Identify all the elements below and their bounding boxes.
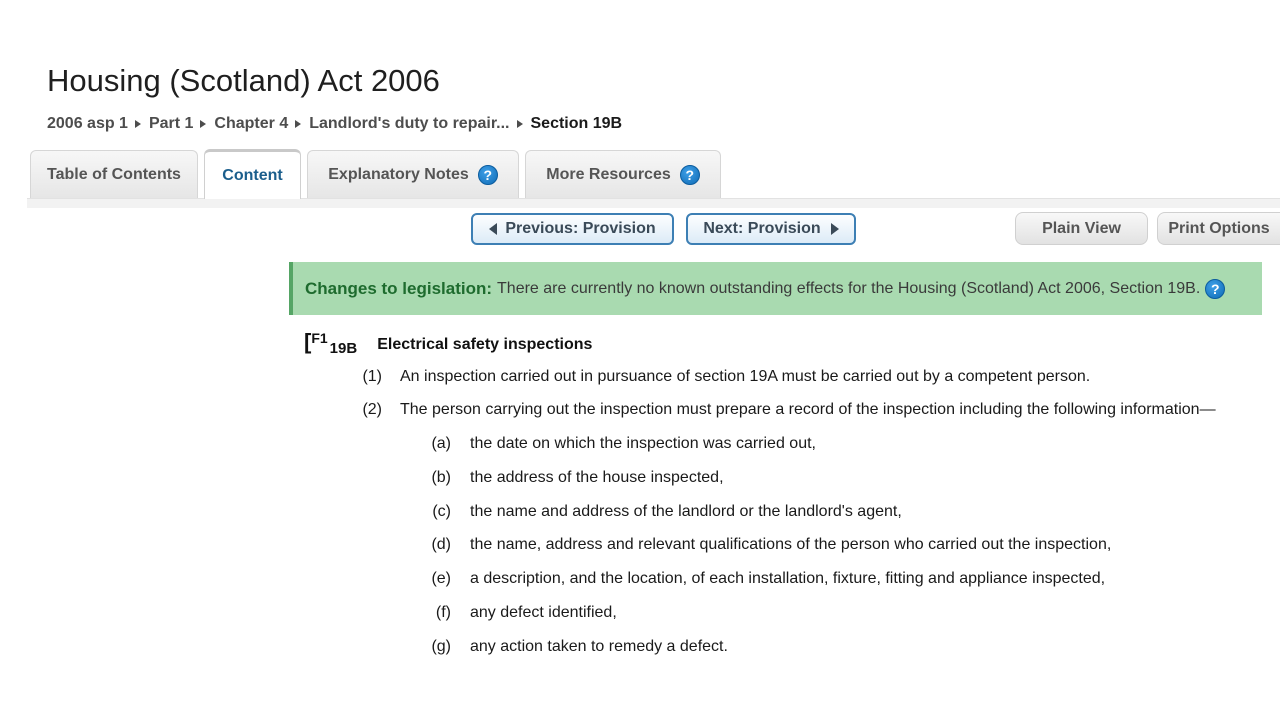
- plain-view-button[interactable]: [1015, 212, 1148, 245]
- button-label: Previous: Provision: [505, 220, 656, 237]
- item-letter: (f): [435, 604, 451, 621]
- item-letter: (d): [431, 536, 451, 553]
- item-letter: (c): [432, 503, 451, 520]
- tab-label: Explanatory Notes: [328, 165, 469, 183]
- subsection-text: An inspection carried out in pursuance of section 19A must be carried out by a competent person.: [400, 368, 1091, 385]
- item-text: the name and address of the landlord or the landlord's agent,: [470, 503, 902, 520]
- arrow-right-icon: [831, 223, 839, 235]
- tab-label: More Resources: [546, 165, 671, 183]
- section-heading: [304, 329, 593, 357]
- breadcrumb-item-asp[interactable]: 2006 asp 1: [47, 115, 128, 132]
- breadcrumb-item-crossheading[interactable]: Landlord's duty to repair...: [309, 115, 510, 132]
- item-text: a description, and the location, of each installation, fixture, fitting and appliance inspected,: [470, 570, 1106, 587]
- button-label: Print Options: [1168, 219, 1270, 237]
- breadcrumb-item-part[interactable]: Part 1: [148, 115, 194, 132]
- subsection-number: (1): [362, 368, 382, 385]
- button-label: Next: Provision: [703, 220, 821, 237]
- tab-label: Table of Contents: [47, 165, 181, 183]
- item-text: any defect identified,: [470, 604, 617, 621]
- previous-provision-button[interactable]: [471, 213, 674, 245]
- breadcrumb-item-chapter[interactable]: Chapter 4: [214, 115, 289, 132]
- tab-explanatory-notes[interactable]: [307, 150, 519, 198]
- breadcrumb-arrow-icon: [295, 120, 301, 128]
- item-letter: (e): [431, 570, 451, 587]
- item-text: the name, address and relevant qualifications of the person who carried out the inspection,: [470, 536, 1112, 553]
- print-options-button[interactable]: [1157, 212, 1280, 245]
- breadcrumb-arrow-icon: [135, 120, 141, 128]
- section-title: Electrical safety inspections: [377, 336, 593, 353]
- breadcrumb-arrow-icon: [517, 120, 523, 128]
- tab-table-of-contents[interactable]: [30, 150, 198, 198]
- subsection-number: (2): [362, 401, 382, 418]
- tab-label: Content: [222, 166, 283, 184]
- changes-label: Changes to legislation:: [305, 278, 493, 298]
- changes-text: There are currently no known outstanding effects for the Housing (Scotland) Act 2006, Section 19B.: [497, 279, 1201, 297]
- breadcrumb-item-current: Section 19B: [530, 115, 623, 132]
- button-label: Plain View: [1042, 219, 1121, 237]
- help-icon[interactable]: ?: [680, 165, 700, 185]
- item-text: the date on which the inspection was carried out,: [470, 435, 816, 452]
- item-text: any action taken to remedy a defect.: [470, 638, 728, 655]
- item-letter: (b): [431, 469, 451, 486]
- subsection-text: The person carrying out the inspection must prepare a record of the inspection including the following information—: [400, 401, 1216, 418]
- tab-bar-underline: [27, 198, 1280, 208]
- breadcrumb-arrow-icon: [200, 120, 206, 128]
- item-letter: (a): [431, 435, 451, 452]
- footnote-reference-link[interactable]: F1: [311, 330, 328, 346]
- arrow-left-icon: [489, 223, 497, 235]
- page-title: Housing (Scotland) Act 2006: [47, 63, 440, 98]
- help-icon[interactable]: ?: [1205, 279, 1225, 299]
- tab-content[interactable]: [204, 149, 301, 199]
- item-letter: (g): [431, 638, 451, 655]
- changes-to-legislation-banner: [289, 262, 1262, 315]
- help-icon[interactable]: ?: [478, 165, 498, 185]
- item-text: the address of the house inspected,: [470, 469, 724, 486]
- amendment-bracket: [: [304, 329, 312, 354]
- next-provision-button[interactable]: [686, 213, 856, 245]
- breadcrumb: [47, 115, 622, 133]
- section-number: 19B: [329, 340, 358, 357]
- tab-more-resources[interactable]: [525, 150, 721, 198]
